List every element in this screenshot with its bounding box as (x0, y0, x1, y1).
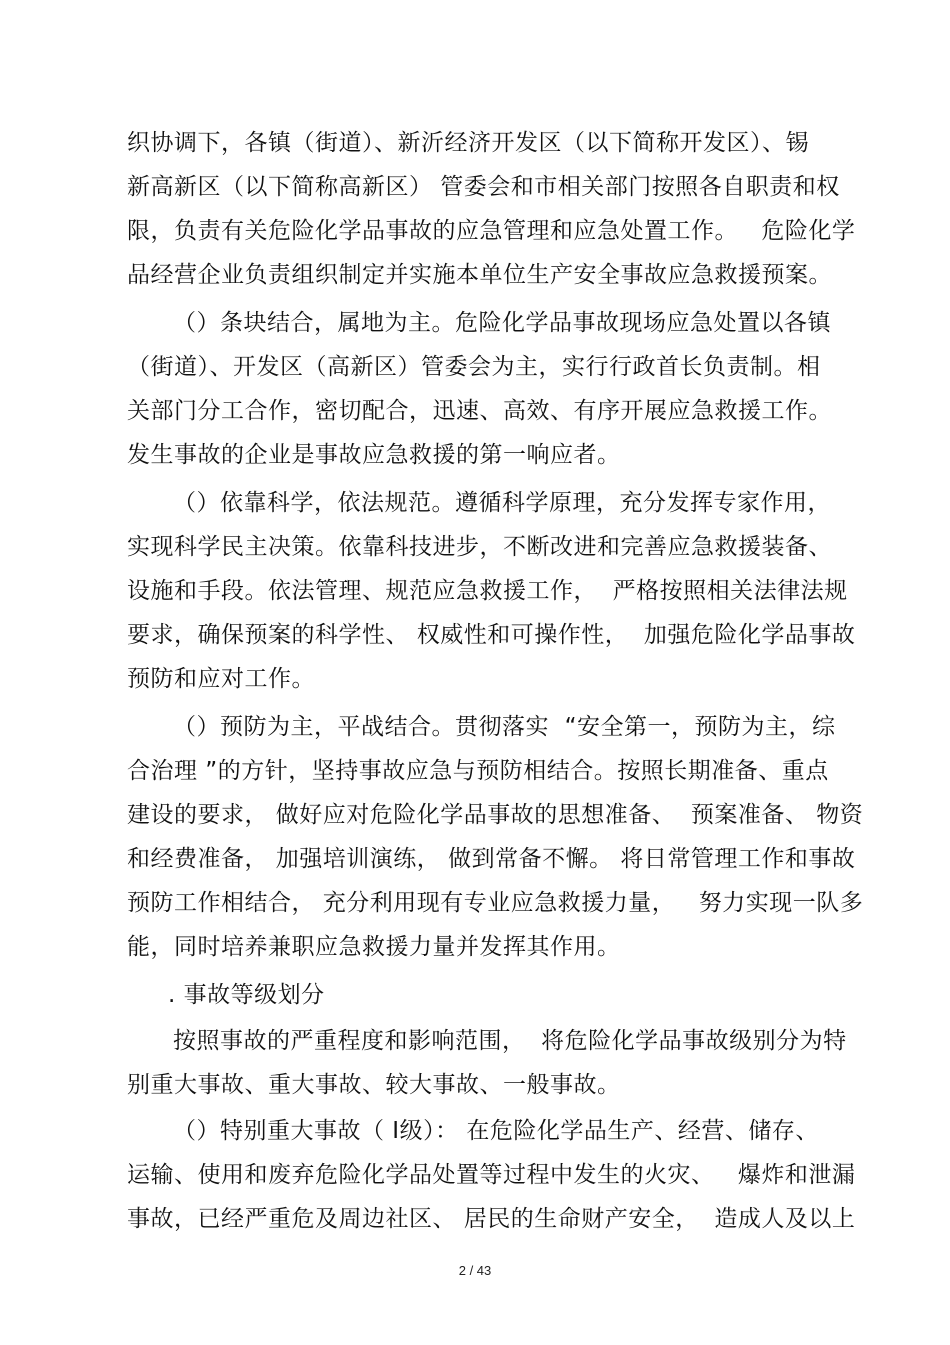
text-line: 运输、使用和废弃危险化学品处置等过程中发生的火灾、 爆炸和泄漏 (127, 1162, 856, 1188)
text-line: 设施和手段。依法管理、规范应急救援工作， 严格按照相关法律法规 (127, 578, 848, 604)
page-number: 2 / 43 (458, 1263, 492, 1278)
text-line: 和经费准备， 加强培训演练， 做到常备不懈。 将日常管理工作和事故 (127, 846, 856, 872)
text-line: （）预防为主，平战结合。贯彻落实 “安全第一，预防为主，综 (173, 714, 836, 740)
text-line: 发生事故的企业是事故应急救援的第一响应者。 (127, 442, 621, 468)
text-line: 要求，确保预案的科学性、 权威性和可操作性， 加强危险化学品事故 (127, 622, 856, 648)
text-line: 织协调下，各镇（街道）、新沂经济开发区（以下简称开发区）、锡 (127, 130, 809, 156)
text-line: （）依靠科学，依法规范。遵循科学原理，充分发挥专家作用， (173, 490, 831, 516)
text-line: 按照事故的严重程度和影响范围， 将危险化学品事故级别分为特 (173, 1028, 847, 1054)
text-line: 合治理 ”的方针，坚持事故应急与预防相结合。按照长期准备、重点 (127, 758, 829, 784)
text-line: 建设的要求， 做好应对危险化学品事故的思想准备、 预案准备、 物资 (127, 802, 864, 828)
text-line: 预防和应对工作。 (127, 666, 315, 692)
text-line: 能，同时培养兼职应急救援力量并发挥其作用。 (127, 934, 621, 960)
text-line: 新高新区（以下简称高新区） 管委会和市相关部门按照各自职责和权 (127, 174, 840, 200)
text-line: 限，负责有关危险化学品事故的应急管理和应急处置工作。 危险化学 (127, 218, 856, 244)
text-line: （街道）、开发区（高新区）管委会为主，实行行政首长负责制。相 (127, 354, 821, 380)
text-line: 别重大事故、重大事故、较大事故、一般事故。 (127, 1072, 621, 1098)
text-line: 品经营企业负责组织制定并实施本单位生产安全事故应急救援预案。 (127, 262, 832, 288)
text-line: 预防工作相结合， 充分利用现有专业应急救援力量， 努力实现一队多 (127, 890, 864, 916)
text-line: 事故，已经严重危及周边社区、 居民的生命财产安全， 造成人及以上 (127, 1206, 856, 1232)
text-line: （）特别重大事故（ Ⅰ级）： 在危险化学品生产、经营、储存、 (173, 1118, 819, 1144)
section-heading: . 事故等级划分 (168, 982, 325, 1008)
text-line: （）条块结合，属地为主。危险化学品事故现场应急处置以各镇 (173, 310, 831, 336)
text-line: 实现科学民主决策。依靠科技进步，不断改进和完善应急救援装备、 (127, 534, 832, 560)
text-line: 关部门分工合作，密切配合，迅速、高效、有序开展应急救援工作。 (127, 398, 832, 424)
